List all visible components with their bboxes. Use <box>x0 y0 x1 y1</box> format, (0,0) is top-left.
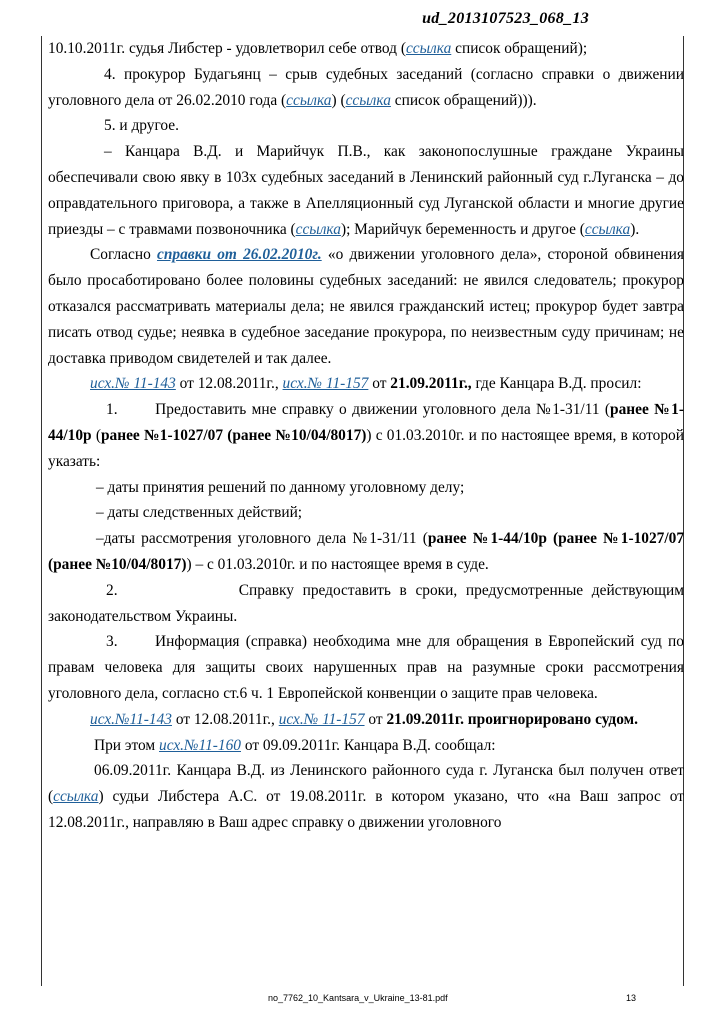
paragraph-response-received: 06.09.2011г. Канцара В.Д. из Ленинского районного суда г. Луганска был получен ответ (ссылка) судьи Либстера А.С. от 19.08.2011г. в котором указано, что «на Ваш запрос от 12.08.2011г., направляю в Ваш адрес справку о движении уголовного <box>48 762 684 831</box>
outgoing-ref-link[interactable]: исх.№ 11-157 <box>278 710 365 728</box>
footer-page-number: 13 <box>626 993 637 1003</box>
outgoing-ref-link[interactable]: исх.№11-143 <box>90 710 172 728</box>
paragraph-libster-recusal: 10.10.2011г. судья Либстер - удовлетворил себе отвод (ссылка список обращений); <box>48 40 588 57</box>
outgoing-ref-link[interactable]: исх.№11-160 <box>159 736 241 754</box>
outgoing-ref-link[interactable]: исх.№ 11-157 <box>282 375 369 393</box>
paragraph-request-3: 3. Информация (справка) необходима мне для обращения в Европейский суд по правам человека для защиты своих нарушенных прав на разумные сроки рассмотрения уголовного дела, согласно ст.6 ч. 1 Европейской конвенции о защите прав человека. <box>48 633 684 702</box>
paragraph-request-2: 2. Справку предоставить в сроки, предусмотренные действующим законодательством Украины. <box>48 581 684 625</box>
reference-link[interactable]: ссылка <box>286 91 332 109</box>
paragraph-decision-dates: – даты принятия решений по данному уголовному делу; <box>96 478 465 496</box>
reference-link[interactable]: ссылка <box>295 220 341 238</box>
certificate-link[interactable]: справки от 26.02.2010г. <box>156 246 322 264</box>
reference-link[interactable]: ссылка <box>405 40 452 57</box>
paragraph-hearing-dates: –даты рассмотрения уголовного дела №1-31/11 (ранее №1-44/10р (ранее №1-1027/07 (ранее №10/04/8017)) – с 01.03.2010г. и по настоящее время в суде. <box>48 530 685 573</box>
paragraph-requests: исх.№ 11-143 от 12.08.2011г., исх.№ 11-157 от 21.09.2011г., где Канцара В.Д. просил: <box>90 375 642 393</box>
paragraph-item-5: 5. и другое. <box>104 117 179 135</box>
outgoing-ref-link[interactable]: исх.№ 11-143 <box>90 375 176 393</box>
footer-filename: no_7762_10_Kantsara_v_Ukraine_13-81.pdf <box>268 993 448 1003</box>
paragraph-request-1: 1. Предоставить мне справку о движении уголовного дела №1-31/11 (ранее №1-44/10р (ранее №1-1027/07 (ранее №10/04/8017)) с 01.03.2010г. и по настоящее время, в которой указать: <box>48 401 684 470</box>
reference-link[interactable]: ссылка <box>584 220 631 238</box>
paragraph-sabotage: Согласно справки от 26.02.2010г. «о движении уголовного дела», стороной обвинения было просаботировано более половины судебных заседаний: не явился следователь; прокурор отказался рассматривать материалы дела; не явился гражданский истец; прокурор будет завтра писать отвод судье; неявка в судебное заседание прокурора, по неизвестным суду причинам; не доставка приводом свидетелей и так далее. <box>48 246 684 367</box>
reference-link[interactable]: ссылка <box>345 91 391 109</box>
paragraph-ignored: исх.№11-143 от 12.08.2011г., исх.№ 11-157 от 21.09.2011г. проигнорировано судом. <box>90 710 638 728</box>
document-id-header: ud_2013107523_068_13 <box>422 10 589 27</box>
paragraph-appearance: – Канцара В.Д. и Марийчук П.В., как законопослушные граждане Украины обеспечивали свою явку в 103х судебных заседаний в Ленинский районный суд г.Луганска – до оправдательного приговора, а также в Апелляционный суд Луганской области и многие другие приезды – с травмами позвоночника (ссылка); Марийчук беременность и другое (ссылка). <box>48 143 684 238</box>
left-margin-line <box>41 36 42 986</box>
paragraph-investigation-dates: – даты следственных действий; <box>96 504 303 522</box>
reference-link[interactable]: ссылка <box>53 788 99 806</box>
paragraph-reported: При этом исх.№11-160 от 09.09.2011г. Канцара В.Д. сообщал: <box>94 736 496 754</box>
paragraph-prosecutor-item-4: 4. прокурор Будагьянц – срыв судебных заседаний (согласно справки о движении уголовного дела от 26.02.2010 года (ссылка) (ссылка список обращений))). <box>48 65 684 109</box>
document-body <box>48 36 684 836</box>
